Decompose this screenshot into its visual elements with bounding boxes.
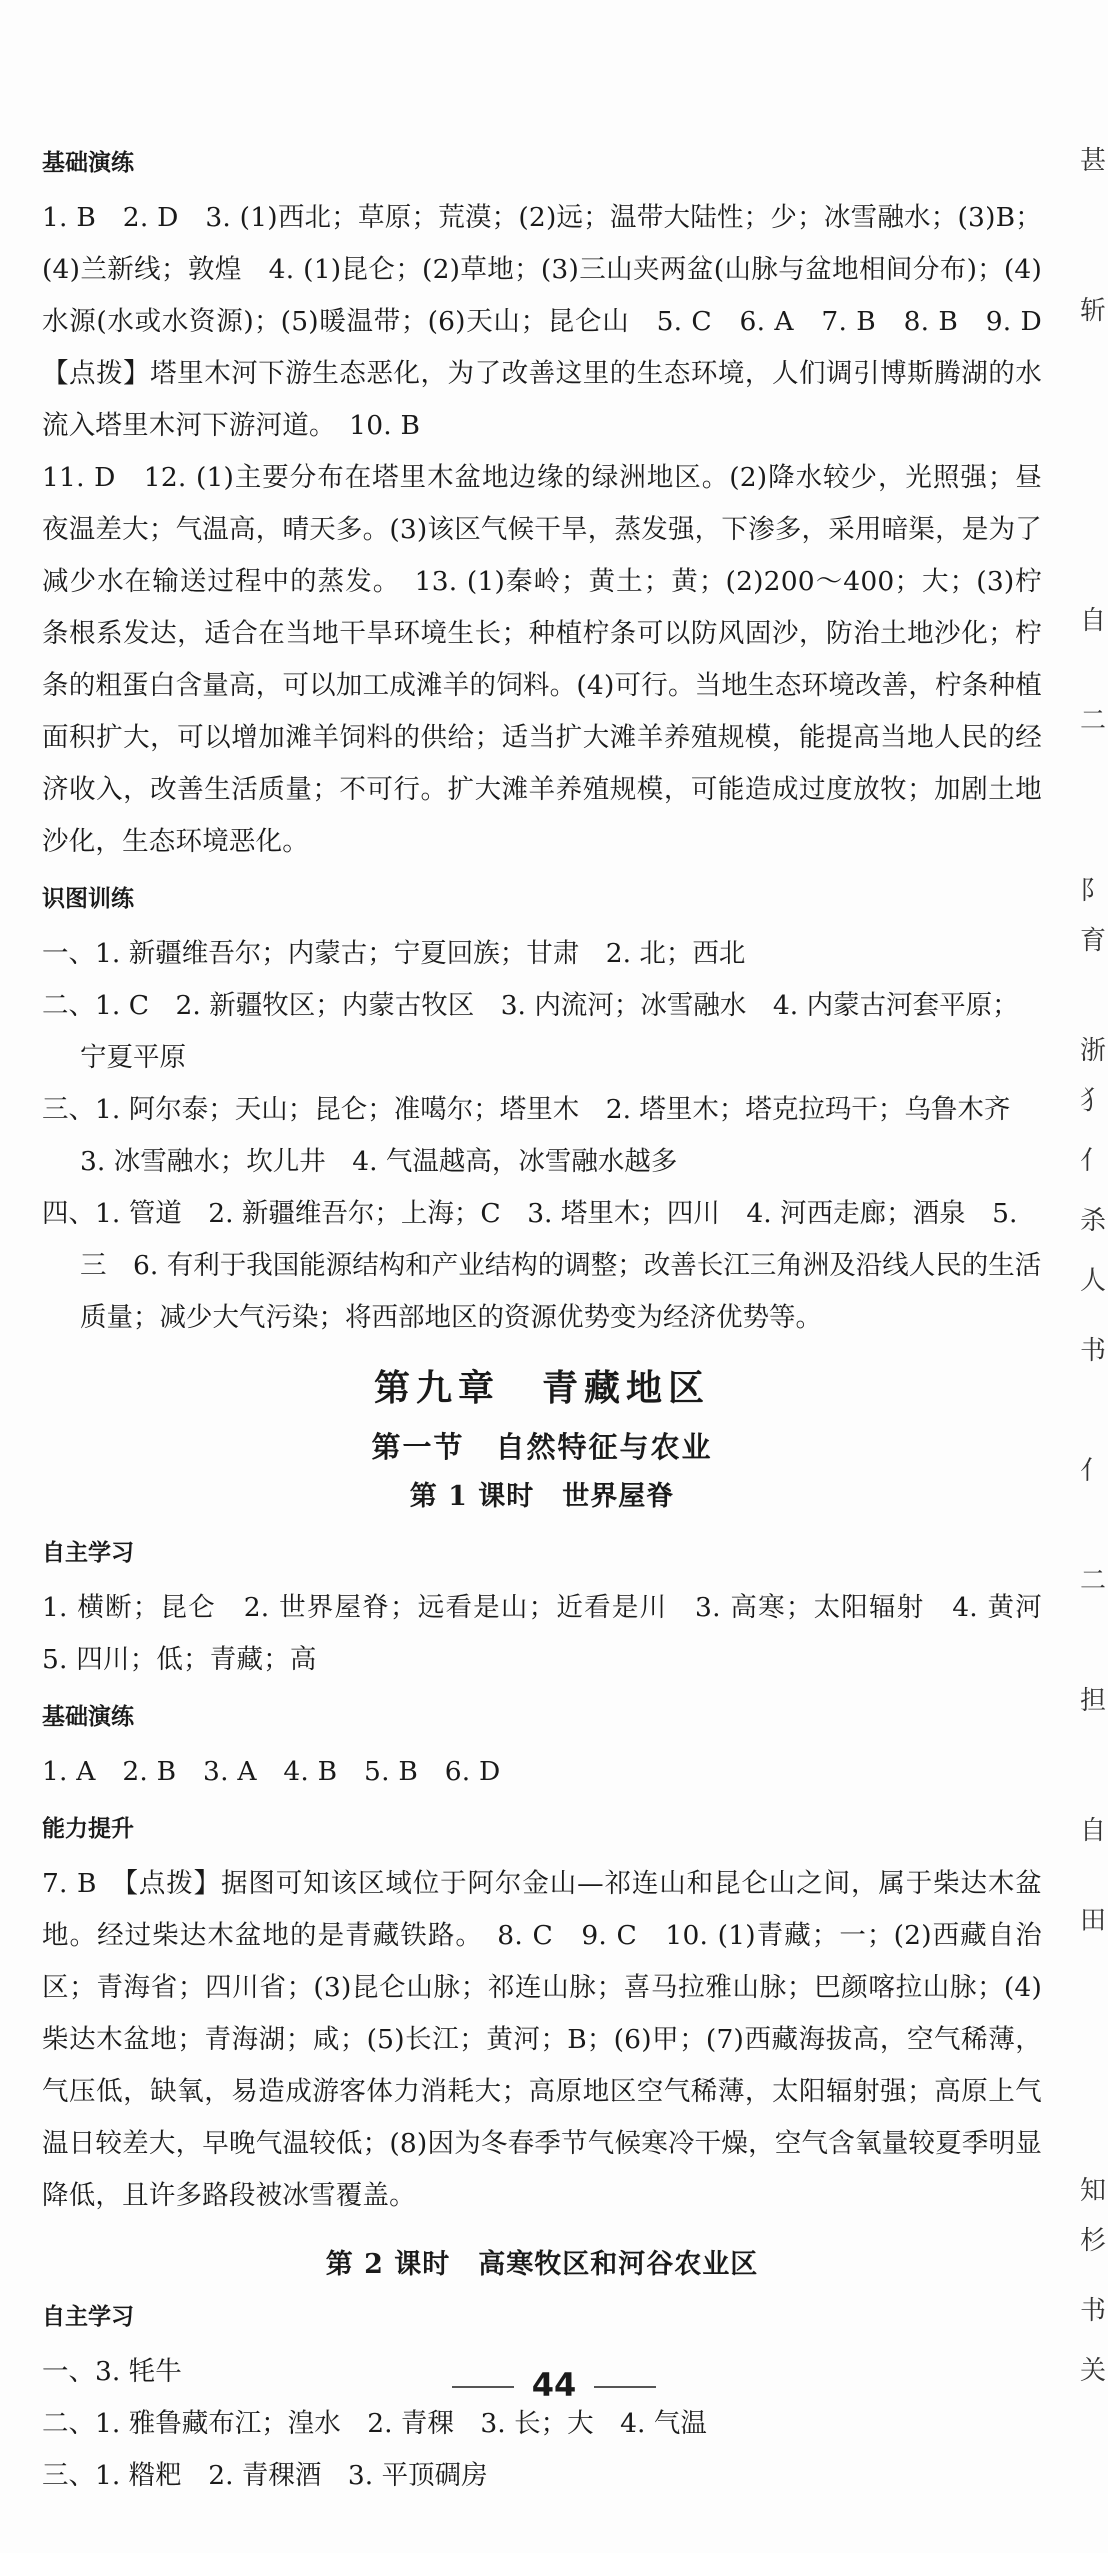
section-title-shitu: 识图训练 — [42, 886, 134, 912]
answer-paragraph: 1. A 2. B 3. A 4. B 5. B 6. D — [42, 1756, 501, 1787]
section-title-jichu-1: 基础演练 — [42, 150, 134, 176]
answer-item: 四、1. 管道 2. 新疆维吾尔；上海；C 3. 塔里木；四川 4. 河西走廊；酒泉 5. 三 6. 有利于我国能源结构和产业结构的调整；改善长江三角洲及沿线人民的生活质量；减少大气污染；将西部地区的资源优势变为经济优势等。 — [42, 1198, 1042, 1333]
section-title-nengli: 能力提升 — [42, 1816, 134, 1842]
edge-char: 书 — [1079, 1336, 1106, 1366]
edge-char: 二 — [1079, 706, 1106, 736]
edge-char: 杀 — [1079, 1206, 1106, 1236]
edge-char: 自 — [1079, 1816, 1106, 1846]
answer-paragraph: 1. B 2. D 3. (1)西北；草原；荒漠；(2)远；温带大陆性；少；冰雪融水；(3)B；(4)兰新线；敦煌 4. (1)昆仑；(2)草地；(3)三山夹两盆(山脉与盆地相间分布)；(4)水源(水或水资源)；(5)暖温带；(6)天山；昆仑山 5. C 6. A 7. B 8. B 9. D 【点拨】塔里木河下游生态恶化，为了改善这里的生态环境，人们调引博斯腾湖的水流入塔里木河下游河道。 10. B — [42, 202, 1069, 441]
edge-char: 二 — [1079, 1566, 1106, 1596]
answer-paragraph: 1. 横断；昆仑 2. 世界屋脊；远看是山；近看是川 3. 高寒；太阳辐射 4. 黄河 5. 四川；低；青藏；高 — [42, 1592, 1069, 1675]
answer-item: 一、1. 新疆维吾尔；内蒙古；宁夏回族；甘肃 2. 北；西北 — [42, 938, 746, 969]
answer-item: 三、1. 糌粑 2. 青稞酒 3. 平顶碉房 — [42, 2460, 488, 2491]
edge-char: 自 — [1079, 606, 1106, 636]
edge-char: 亻 — [1079, 1146, 1106, 1176]
edge-char: 斩 — [1079, 296, 1106, 326]
edge-char: 甚 — [1079, 146, 1106, 176]
edge-char: 田 — [1079, 1906, 1106, 1936]
answer-item: 二、1. C 2. 新疆牧区；内蒙古牧区 3. 内流河；冰雪融水 4. 内蒙古河套平原；宁夏平原 — [42, 990, 1019, 1073]
section-title-zizhu-2: 自主学习 — [42, 2304, 134, 2330]
page-number — [0, 2366, 1108, 2404]
answer-item: 三、1. 阿尔泰；天山；昆仑；准噶尔；塔里木 2. 塔里木；塔克拉玛干；乌鲁木齐 3. 冰雪融水；坎儿井 4. 气温越高，冰雪融水越多 — [42, 1094, 1037, 1177]
page-number-text: 44 — [531, 2366, 577, 2404]
edge-char: 杉 — [1079, 2226, 1106, 2256]
edge-char: 担 — [1079, 1686, 1106, 1716]
answer-item: 二、1. 雅鲁藏布江；湟水 2. 青稞 3. 长；大 4. 气温 — [42, 2408, 707, 2439]
answer-page — [42, 140, 1069, 2502]
lesson-heading-1: 第 1 课时 世界屋脊 — [409, 1481, 675, 1512]
edge-char: 育 — [1079, 926, 1106, 956]
edge-char: 亻 — [1079, 1456, 1106, 1486]
next-page-edge — [1079, 0, 1108, 2553]
edge-char: 书 — [1079, 2296, 1106, 2326]
lesson-heading-2: 第 2 课时 高寒牧区和河谷农业区 — [325, 2249, 759, 2280]
answer-item: 一、3. 牦牛 — [42, 2356, 182, 2387]
left-dash — [452, 2386, 514, 2388]
edge-char: 知 — [1079, 2176, 1106, 2206]
right-dash — [594, 2386, 656, 2388]
section-heading: 第一节 自然特征与农业 — [371, 1430, 713, 1464]
edge-char: 阝 — [1079, 876, 1106, 906]
chapter-title: 第九章 青藏地区 — [373, 1368, 710, 1409]
edge-char: 人 — [1079, 1266, 1106, 1296]
edge-char: 浙 — [1079, 1036, 1106, 1066]
answer-paragraph: 11. D 12. (1)主要分布在塔里木盆地边缘的绿洲地区。(2)降水较少，光照强；昼夜温差大；气温高，晴天多。(3)该区气候干旱，蒸发强，下渗多，采用暗渠，是为了减少水在输送过程中的蒸发。 13. (1)秦岭；黄土；黄；(2)200～400；大；(3)柠条根系发达，适合在当地干旱环境生长；种植柠条可以防风固沙，防治土地沙化；柠条的粗蛋白含量高，可以加工成滩羊的饲料。(4)可行。当地生态环境改善，柠条种植面积扩大，可以增加滩羊饲料的供给；适当扩大滩羊养殖规模，能提高当地人民的经济收入，改善生活质量；不可行。扩大滩羊养殖规模，可能造成过度放牧；加剧土地沙化，生态环境恶化。 — [42, 462, 1042, 857]
section-title-jichu-2: 基础演练 — [42, 1704, 134, 1730]
edge-char: 关 — [1079, 2356, 1106, 2386]
answer-paragraph: 7. B 【点拨】据图可知该区域位于阿尔金山—祁连山和昆仑山之间，属于柴达木盆地。经过柴达木盆地的是青藏铁路。 8. C 9. C 10. (1)青藏；一；(2)西藏自治区；青海省；四川省；(3)昆仑山脉；祁连山脉；喜马拉雅山脉；巴颜喀拉山脉；(4)柴达木盆地；青海湖；咸；(5)长江；黄河；B；(6)甲；(7)西藏海拔高，空气稀薄，气压低，缺氧，易造成游客体力消耗大；高原地区空气稀薄，太阳辐射强；高原上气温日较差大，早晚气温较低；(8)因为冬春季节气候寒冷干燥，空气含氧量较夏季明显降低，且许多路段被冰雪覆盖。 — [42, 1868, 1042, 2211]
section-title-zizhu-1: 自主学习 — [42, 1540, 134, 1566]
edge-char: 犭 — [1079, 1086, 1106, 1116]
